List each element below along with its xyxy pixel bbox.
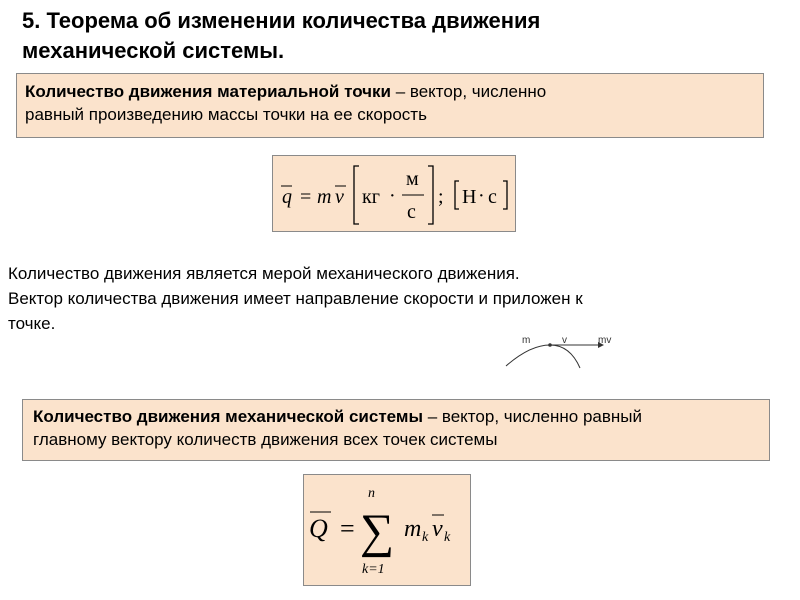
formula2-sigma: ∑ [360,505,395,558]
formula1-unit-kg: кг [362,186,380,208]
formula1-dot-2: · [478,185,485,207]
formula1-q: q [282,186,292,208]
formula1-unit-s: с [407,201,416,223]
formula1-v: v [335,186,344,208]
formula2-equals: = [340,514,355,543]
definition2-line-1 [33,405,759,428]
formula1-equals: = [300,186,312,208]
formula1-unit-m: м [406,168,419,190]
formula2-Q: Q [309,514,328,543]
bracket-right-1 [428,166,433,224]
bracket-right-2 [503,181,507,209]
formula1-unit-s-2: с [488,186,497,208]
definition1-rest: – вектор, численно [390,82,547,101]
label-v: v [562,335,567,346]
material-point [548,343,552,347]
definition1-term: Количество движения материальной точки [25,82,391,101]
definition2-line-2: главному вектору количеств движения всех точек системы [33,430,498,449]
formula2-v-sub: k [444,530,451,545]
paragraph-line-3: точке. [8,314,56,333]
definition1-line-2: равный произведению массы точки на ее скорость [25,105,427,124]
definition1-line-1 [25,80,755,103]
definition2-term: Количество движения механической системы [33,407,423,426]
bracket-left-2 [455,181,459,209]
formula2-upper-limit: n [368,486,375,501]
formula-box-system-momentum [303,474,471,586]
momentum-paragraph [8,261,778,336]
title-line-1: 5. Теорема об изменении количества движения [22,8,541,33]
label-mv: mv [598,335,612,346]
formula2-v: v [432,516,443,542]
page-title [22,6,722,66]
definition2-rest: – вектор, численно равный [422,407,642,426]
formula1-dot: · [389,185,396,207]
formula1-semicolon: ; [438,186,444,208]
formula2-graphic [304,475,472,587]
formula1-unit-n: Н [462,186,477,208]
paragraph-line-1: Количество движения является мерой механического движения. [8,264,520,283]
formula2-m-sub: k [422,530,429,545]
paragraph-line-2: Вектор количества движения имеет направление скорости и приложен к [8,289,583,308]
label-m: m [522,335,531,346]
definition-box-system-momentum [22,399,770,461]
title-line-2: механической системы. [22,38,285,63]
momentum-vector-diagram [500,332,630,374]
formula-box-point-momentum [272,155,516,232]
formula1-graphic [273,156,517,233]
formula1-m: m [317,186,332,208]
formula2-lower-limit: k=1 [362,562,385,577]
definition-box-point-momentum [16,73,764,138]
bracket-left-1 [354,166,359,224]
trajectory-curve [506,345,580,368]
formula2-m: m [404,516,422,542]
